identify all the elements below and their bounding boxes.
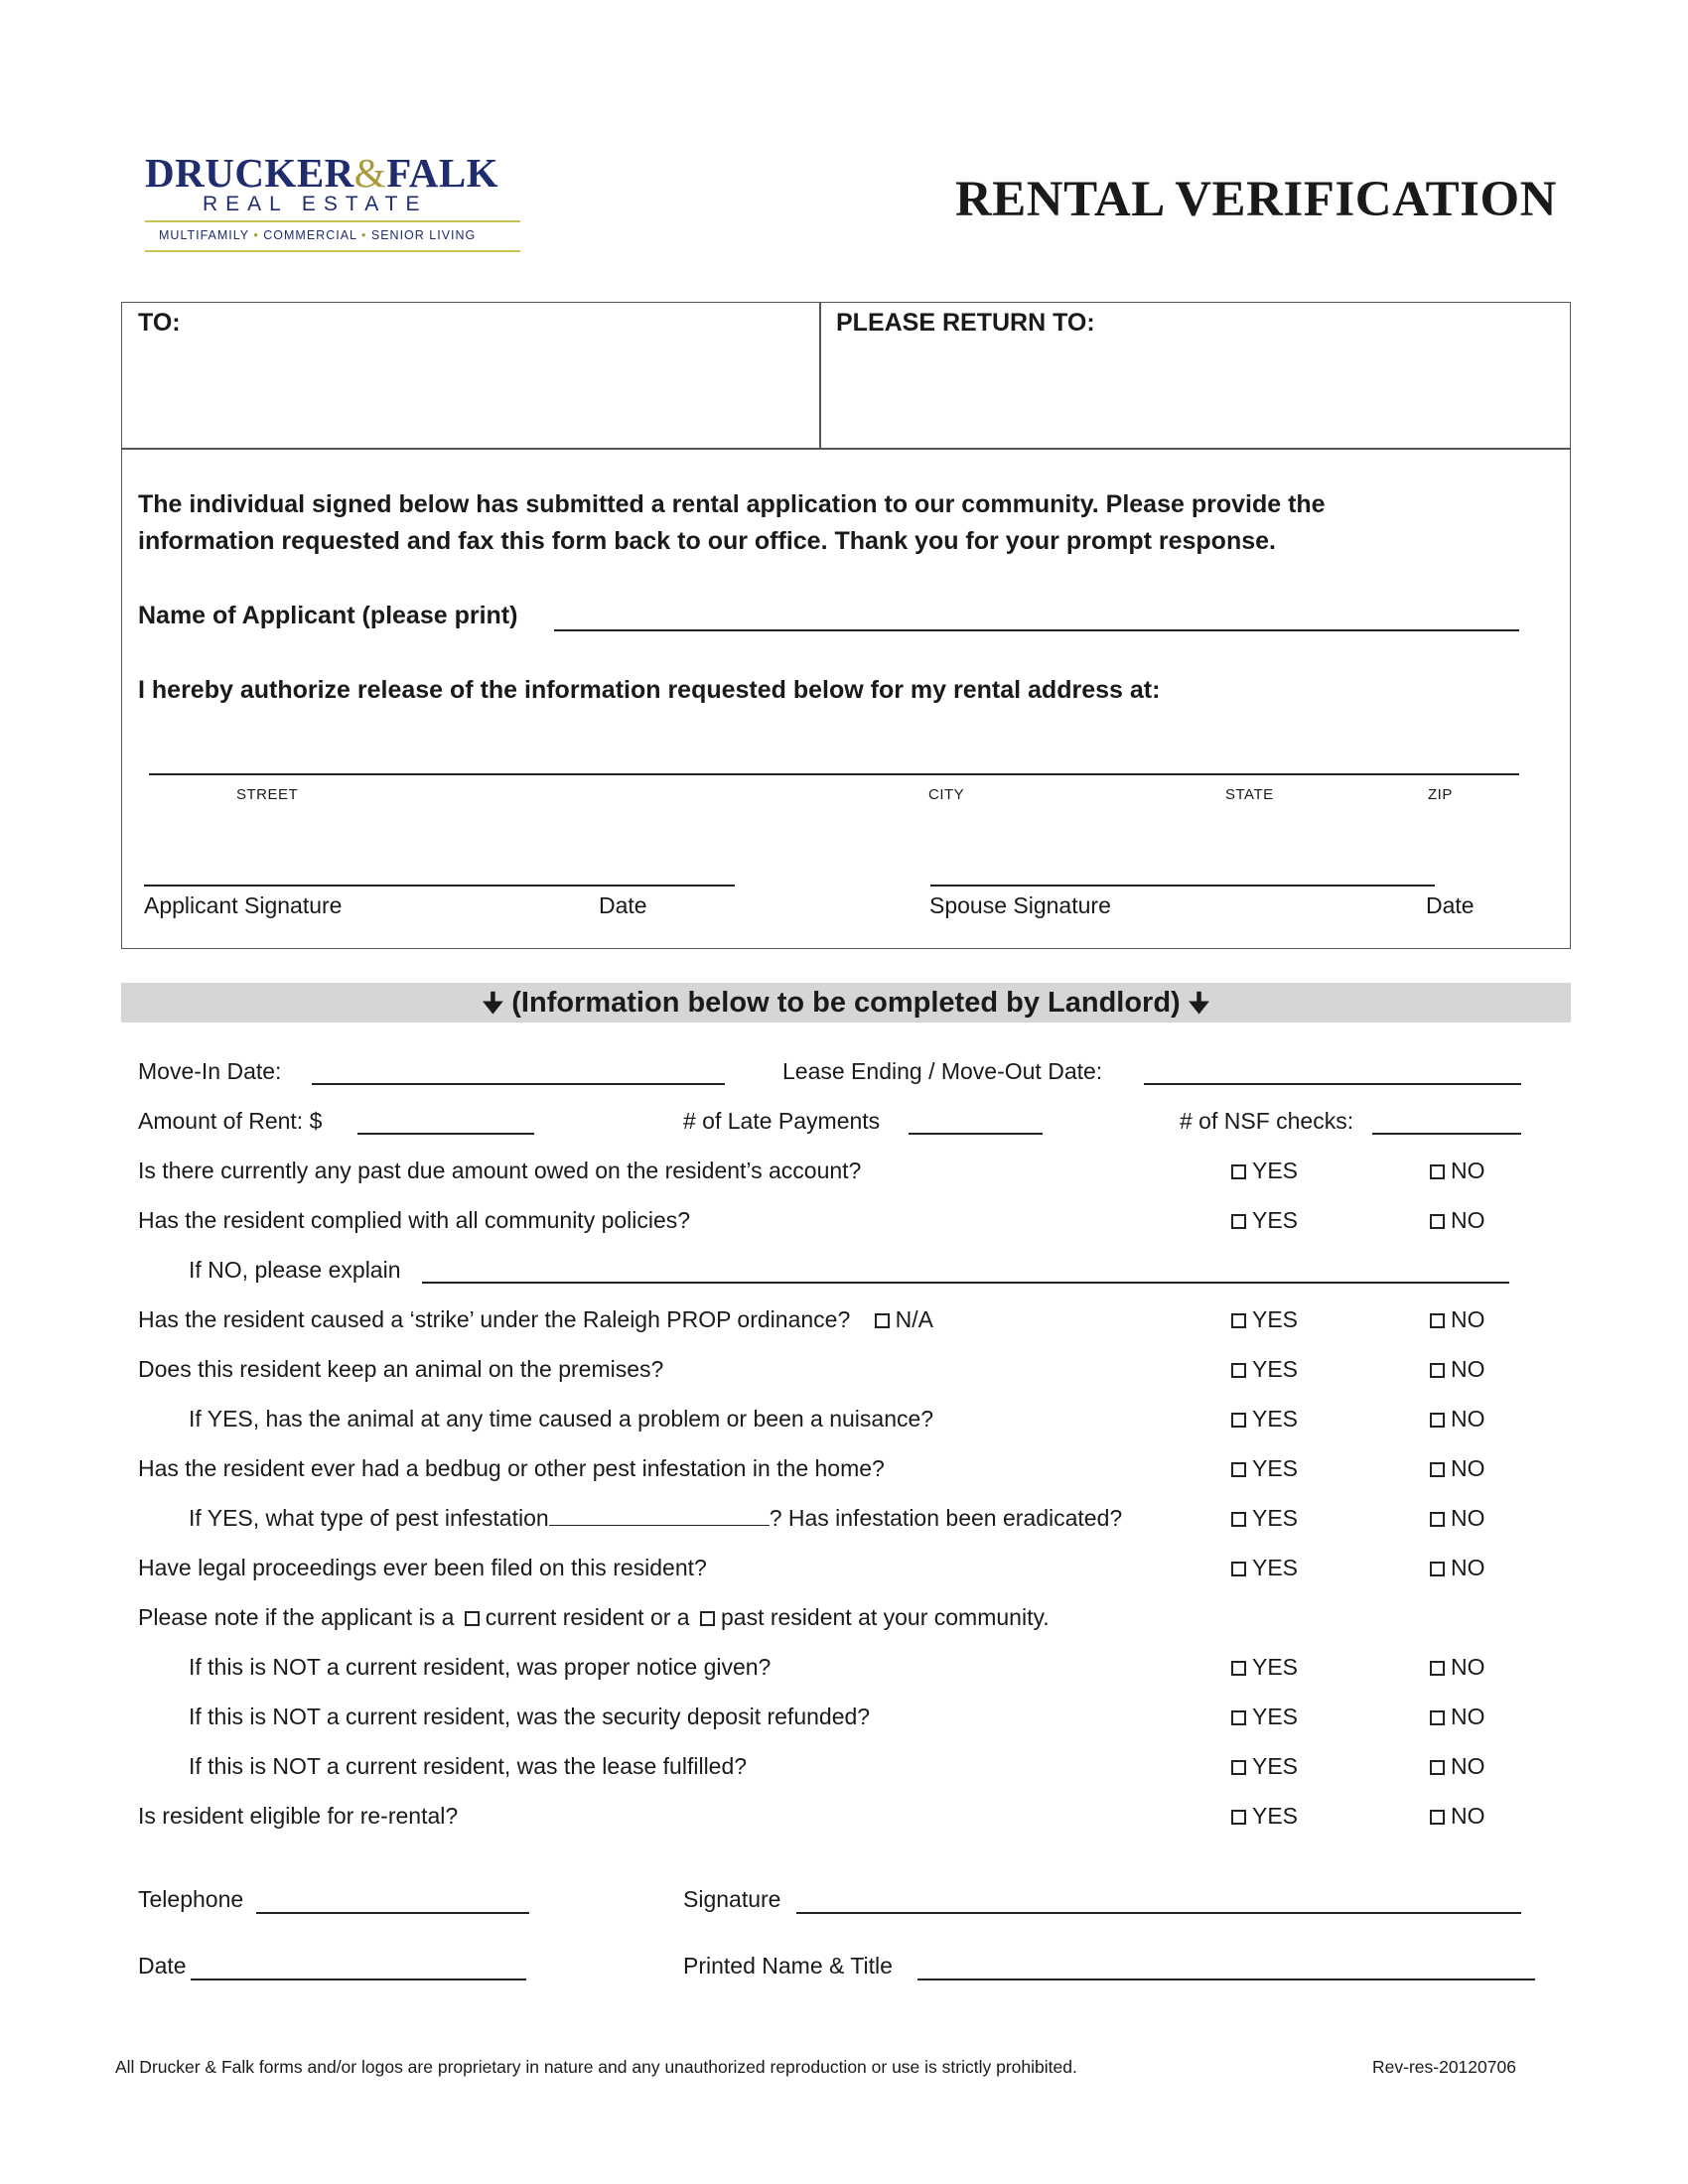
yes-checkbox[interactable]: YES [1231, 1753, 1298, 1780]
down-arrow-icon: 🠋 [482, 988, 504, 1018]
lease-ending-label: Lease Ending / Move-Out Date: [782, 1058, 1103, 1084]
no-checkbox[interactable]: NO [1430, 1654, 1485, 1681]
question-strike: Has the resident caused a ‘strike’ under the Raleigh PROP ordinance? N/A [138, 1306, 933, 1332]
no-checkbox[interactable]: NO [1430, 1356, 1485, 1383]
yes-checkbox[interactable]: YES [1231, 1158, 1298, 1184]
question-past-due: Is there currently any past due amount owed on the resident’s account? [138, 1158, 862, 1183]
lease-ending-field[interactable] [1144, 1083, 1521, 1085]
question-animal-problem: If YES, has the animal at any time caused a problem or been a nuisance? [189, 1406, 934, 1432]
question-legal: Have legal proceedings ever been filed on this resident? [138, 1555, 707, 1580]
yes-checkbox[interactable]: YES [1231, 1455, 1298, 1482]
applicant-signature-label: Applicant Signature [144, 892, 343, 918]
logo-subtitle: REAL ESTATE [203, 193, 428, 215]
header-divider [121, 448, 1571, 450]
to-label: TO: [138, 309, 181, 337]
nsf-field[interactable] [1372, 1133, 1521, 1135]
pest-type-field[interactable] [549, 1507, 770, 1526]
to-field[interactable] [137, 342, 802, 437]
no-checkbox[interactable]: NO [1430, 1753, 1485, 1780]
yes-checkbox[interactable]: YES [1231, 1505, 1298, 1532]
no-checkbox[interactable]: NO [1430, 1704, 1485, 1730]
yes-checkbox[interactable]: YES [1231, 1207, 1298, 1234]
yes-checkbox[interactable]: YES [1231, 1406, 1298, 1433]
current-resident-checkbox[interactable]: current resident or a [461, 1604, 690, 1630]
late-payments-field[interactable] [909, 1133, 1043, 1135]
move-in-label: Move-In Date: [138, 1058, 282, 1084]
yes-checkbox[interactable]: YES [1231, 1803, 1298, 1830]
question-deposit: If this is NOT a current resident, was the security deposit refunded? [189, 1704, 871, 1729]
page-title: RENTAL VERIFICATION [954, 172, 1557, 227]
applicant-name-label: Name of Applicant (please print) [138, 602, 518, 629]
no-checkbox[interactable]: NO [1430, 1207, 1485, 1234]
street-label: STREET [236, 786, 299, 803]
date-field[interactable] [191, 1979, 526, 1980]
logo-rule-bottom [145, 250, 520, 252]
logo-tagline: MULTIFAMILY • COMMERCIAL • SENIOR LIVING [159, 228, 477, 242]
no-checkbox[interactable]: NO [1430, 1406, 1485, 1433]
address-field[interactable] [149, 773, 1519, 775]
telephone-label: Telephone [138, 1886, 244, 1912]
question-re-rental: Is resident eligible for re-rental? [138, 1803, 459, 1829]
question-explain-label: If NO, please explain [189, 1257, 401, 1283]
return-to-label: PLEASE RETURN TO: [836, 309, 1095, 337]
intro-line-2: information requested and fax this form back to our office. Thank you for your prompt response. [138, 527, 1276, 555]
yes-checkbox[interactable]: YES [1231, 1306, 1298, 1333]
no-checkbox[interactable]: NO [1430, 1158, 1485, 1184]
to-divider [819, 302, 821, 449]
no-checkbox[interactable]: NO [1430, 1505, 1485, 1532]
question-policies: Has the resident complied with all community policies? [138, 1207, 691, 1233]
logo-ampersand: & [353, 150, 387, 196]
rent-label: Amount of Rent: $ [138, 1108, 323, 1134]
question-animal: Does this resident keep an animal on the premises? [138, 1356, 664, 1382]
past-resident-checkbox[interactable]: past resident at your community. [696, 1604, 1050, 1630]
rent-field[interactable] [357, 1133, 534, 1135]
printed-name-label: Printed Name & Title [683, 1953, 893, 1979]
telephone-field[interactable] [256, 1912, 529, 1914]
logo-name-right: FALK [386, 150, 499, 196]
company-logo [145, 149, 522, 256]
question-pest-type: If YES, what type of pest infestation ? Has infestation been eradicated? [189, 1505, 1123, 1531]
question-pest: Has the resident ever had a bedbug or other pest infestation in the home? [138, 1455, 885, 1481]
spouse-signature-field[interactable] [930, 885, 1435, 887]
spouse-date-label: Date [1426, 892, 1475, 918]
city-label: CITY [928, 786, 965, 803]
question-lease-fulfilled: If this is NOT a current resident, was the lease fulfilled? [189, 1753, 748, 1779]
return-to-field[interactable] [836, 342, 1551, 437]
signature-field[interactable] [796, 1912, 1521, 1914]
nsf-label: # of NSF checks: [1180, 1108, 1354, 1134]
yes-checkbox[interactable]: YES [1231, 1654, 1298, 1681]
revision-code: Rev-res-20120706 [1372, 2057, 1516, 2077]
applicant-signature-field[interactable] [144, 885, 735, 887]
applicant-name-field[interactable] [554, 629, 1519, 631]
zip-label: ZIP [1428, 786, 1453, 803]
question-notice: If this is NOT a current resident, was proper notice given? [189, 1654, 772, 1680]
move-in-field[interactable] [312, 1083, 725, 1085]
spouse-signature-label: Spouse Signature [929, 892, 1111, 918]
authorize-text: I hereby authorize release of the information requested below for my rental address at: [138, 676, 1161, 704]
date-label: Date [138, 1953, 187, 1979]
applicant-date-label: Date [599, 892, 647, 918]
logo-rule [145, 220, 520, 222]
intro-line-1: The individual signed below has submitted a rental application to our community. Please provide the [138, 490, 1326, 518]
yes-checkbox[interactable]: YES [1231, 1704, 1298, 1730]
down-arrow-icon: 🠋 [1188, 988, 1210, 1018]
question-resident-status: Please note if the applicant is a current resident or a past resident at your community. [138, 1604, 1050, 1630]
signature-label: Signature [683, 1886, 781, 1912]
na-checkbox[interactable]: N/A [875, 1306, 933, 1332]
explain-field[interactable] [422, 1282, 1509, 1284]
no-checkbox[interactable]: NO [1430, 1555, 1485, 1581]
yes-checkbox[interactable]: YES [1231, 1555, 1298, 1581]
no-checkbox[interactable]: NO [1430, 1803, 1485, 1830]
printed-name-field[interactable] [917, 1979, 1535, 1980]
landlord-banner-text: 🠋 (Information below to be completed by Landlord) 🠋 [482, 987, 1210, 1019]
logo-name-left: DRUCKER [145, 150, 354, 196]
no-checkbox[interactable]: NO [1430, 1306, 1485, 1333]
late-payments-label: # of Late Payments [683, 1108, 881, 1134]
yes-checkbox[interactable]: YES [1231, 1356, 1298, 1383]
proprietary-notice: All Drucker & Falk forms and/or logos are proprietary in nature and any unauthorized reproduction or use is strictly prohibited. [115, 2057, 1077, 2077]
no-checkbox[interactable]: NO [1430, 1455, 1485, 1482]
state-label: STATE [1225, 786, 1274, 803]
